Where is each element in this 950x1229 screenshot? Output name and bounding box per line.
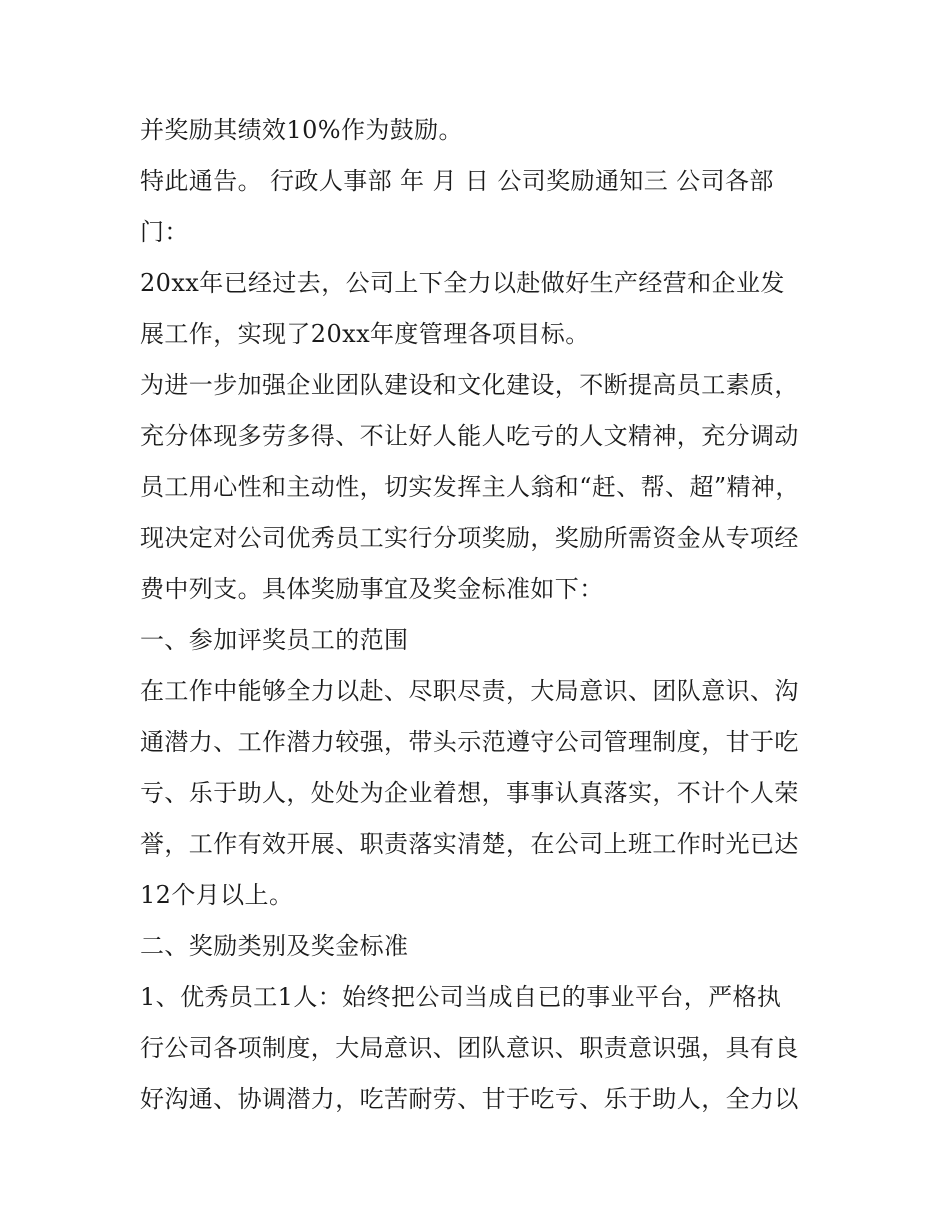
document-body: [140, 105, 820, 1125]
text-line: 门：: [140, 218, 189, 246]
text-line: 特此通告。 行政人事部 年 月 日 公司奖励通知三 公司各部: [140, 167, 774, 195]
text-line: 充分体现多劳多得、不让好人能人吃亏的人文精神，充分调动: [140, 422, 799, 450]
text-line: 并奖励其绩效10%作为鼓励。: [140, 116, 463, 144]
text-line: 20xx年已经过去，公司上下全力以赴做好生产经营和企业发: [140, 269, 785, 297]
text-line: 12个月以上。: [140, 881, 294, 909]
text-line: 展工作，实现了20xx年度管理各项目标。: [140, 320, 590, 348]
text-line: 通潜力、工作潜力较强，带头示范遵守公司管理制度，甘于吃: [140, 728, 799, 756]
text-line: 为进一步加强企业团队建设和文化建设，不断提高员工素质，: [140, 371, 799, 399]
text-line: 亏、乐于助人，处处为企业着想，事事认真落实，不计个人荣: [140, 779, 799, 807]
text-line: 1、优秀员工1人：始终把公司当成自已的事业平台，严格执: [140, 983, 782, 1011]
text-line: 现决定对公司优秀员工实行分项奖励，奖励所需资金从专项经: [140, 524, 799, 552]
text-line: 誉，工作有效开展、职责落实清楚，在公司上班工作时光已达: [140, 830, 799, 858]
text-line: 行公司各项制度，大局意识、团队意识、职责意识强，具有良: [140, 1034, 799, 1062]
text-line: 在工作中能够全力以赴、尽职尽责，大局意识、团队意识、沟: [140, 677, 799, 705]
text-line: 好沟通、协调潜力，吃苦耐劳、甘于吃亏、乐于助人，全力以: [140, 1085, 799, 1113]
text-line: 员工用心性和主动性，切实发挥主人翁和“赶、帮、超”精神，: [140, 473, 800, 501]
section-heading: 二、奖励类别及奖金标准: [140, 932, 409, 960]
text-line: 费中列支。具体奖励事宜及奖金标准如下：: [140, 575, 604, 603]
section-heading: 一、参加评奖员工的范围: [140, 626, 409, 654]
